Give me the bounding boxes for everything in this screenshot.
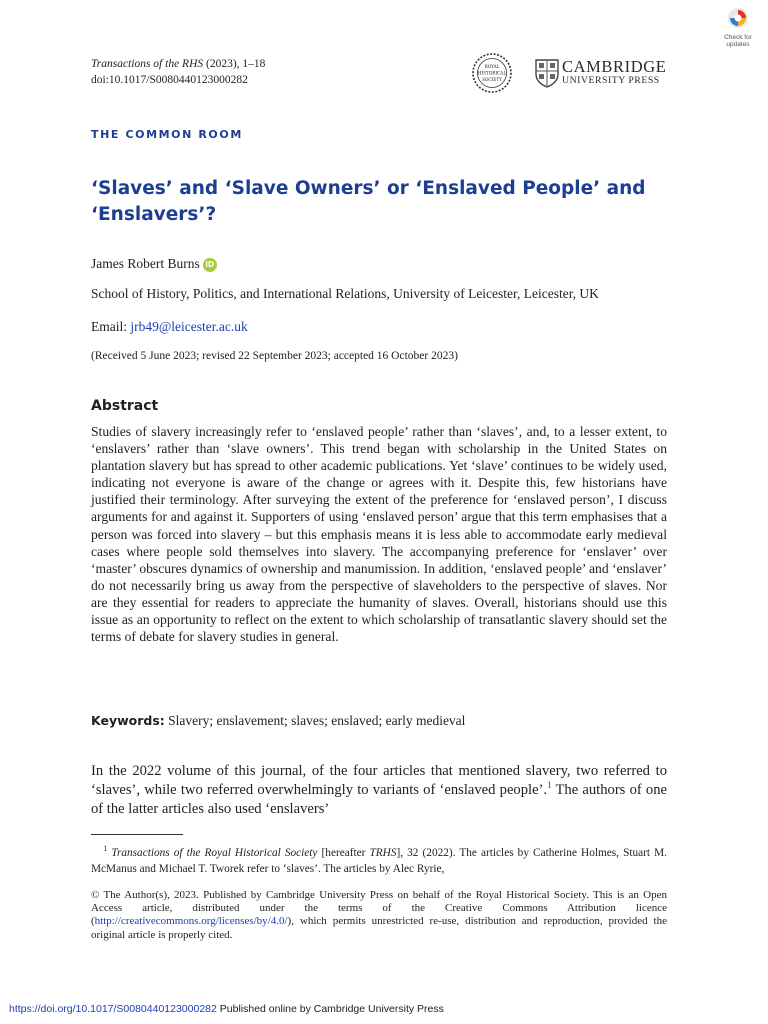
journal-name: Transactions of the RHS bbox=[91, 58, 204, 70]
abstract-text: Studies of slavery increasingly refer to ‘enslaved people’ rather than ‘slaves’, and, to a lesser extent, to ‘enslavers’ rather than ‘slave owners’. This trend began with scholarship in the United States on plantation slavery but has spread to other academic publications. Yet ‘slave’ continues to be widely used, indicating not everyone is aware of the change or agrees with it. Despite this, few historians have justified their terminology. After surveying the extent of the preference for ‘enslaved person’, I discuss arguments for and against it. Supporters of using ‘enslaved person’ argue that this term emphasises that a person was forced into slavery – but this emphasis means it is less able to accommodate early medieval cases where people sold themselves into slavery. The accompanying preference for ‘enslaver’ over ‘master’ obscures dynamics of ownership and manumission. In addition, ‘enslaved people’ and ‘enslaver’ do not necessarily bring us away from the perspective of slaveholders to the perspective of slaves. Nor are they essential for readers to appreciate the humanity of slaves. Overall, historians should use this issue as an opportunity to reflect on the extent to which scholarship of transatlantic slavery should set the terms of debate for slavery studies in general. bbox=[91, 424, 667, 645]
keywords-label: Keywords: bbox=[91, 713, 165, 728]
footnote-number: 1 bbox=[103, 844, 108, 853]
publisher-line2: UNIVERSITY PRESS bbox=[562, 75, 660, 86]
publisher-name bbox=[562, 58, 666, 87]
header-doi: doi:10.1017/S0080440123000282 bbox=[91, 74, 248, 86]
doi-link[interactable]: https://doi.org/10.1017/S0080440123000282 bbox=[9, 1003, 217, 1015]
check-updates-icon bbox=[727, 7, 749, 29]
cambridge-shield-icon bbox=[534, 58, 560, 88]
footnote-reference[interactable]: 1 bbox=[547, 780, 552, 791]
journal-citation bbox=[91, 56, 265, 88]
body-text-part2: The authors of one of the latter articles also used ‘enslavers’ bbox=[91, 782, 668, 817]
body-text-part1: In the 2022 volume of this journal, of the four articles that mentioned slavery, two referred to ‘slaves’, while two referred overwhelmingly to variants of ‘enslaved people’. bbox=[91, 763, 667, 798]
article-title: ‘Slaves’ and ‘Slave Owners’ or ‘Enslaved People’ and ‘Enslavers’? bbox=[91, 178, 646, 225]
author-name: James Robert Burns bbox=[91, 256, 200, 271]
footnote-mid: [hereafter bbox=[317, 846, 370, 859]
author-email bbox=[91, 319, 248, 335]
body-paragraph bbox=[91, 762, 667, 819]
email-label: Email: bbox=[91, 319, 131, 334]
email-link[interactable]: jrb49@leicester.ac.uk bbox=[130, 319, 248, 334]
published-online: Published online by Cambridge University Press bbox=[216, 1003, 444, 1015]
footnote-divider bbox=[91, 834, 183, 835]
journal-volume: (2023), 1–18 bbox=[203, 58, 266, 70]
copyright-notice bbox=[91, 889, 667, 942]
license-link[interactable]: http://creativecommons.org/licenses/by/4.0/ bbox=[94, 915, 288, 928]
keywords-values: Slavery; enslavement; slaves; enslaved; early medieval bbox=[164, 713, 466, 728]
footnote-abbr: TRHS bbox=[369, 846, 397, 859]
check-for-updates-button[interactable] bbox=[718, 7, 758, 48]
bottom-publication-line bbox=[9, 1003, 444, 1015]
section-label: THE COMMON ROOM bbox=[91, 128, 243, 141]
check-updates-label: Check for updates bbox=[724, 34, 752, 48]
copyright-post: ), which permits unrestricted re-use, distribution and reproduction, provided the original article is properly cited. bbox=[91, 915, 667, 941]
author-affiliation: School of History, Politics, and International Relations, University of Leicester, Leicester, UK bbox=[91, 286, 599, 301]
rhs-logo-line1: ROYAL bbox=[484, 64, 500, 69]
rhs-logo-line3: SOCIETY bbox=[482, 77, 502, 82]
footnote-journal: Transactions of the Royal Historical Society bbox=[111, 846, 318, 859]
abstract-heading: Abstract bbox=[91, 398, 159, 414]
royal-historical-society-logo bbox=[468, 51, 516, 95]
author-line bbox=[91, 256, 217, 272]
copyright-pre: © The Author(s), 2023. Published by Cambridge University Press on behalf of the Royal Historical Society. This is an Open Access article, distributed under the terms of the Creative Commons Attribution licence ( bbox=[91, 889, 667, 928]
footnote-text: ], 32 (2022). The articles by Catherine Holmes, Stuart M. McManus and Michael T. Tworek refer to ‘slaves’. The articles by Alec Ryrie, bbox=[91, 846, 668, 875]
publisher-line1: CAMBRIDGE bbox=[562, 57, 667, 76]
rhs-logo-line2: HISTORICAL bbox=[477, 70, 507, 76]
orcid-icon[interactable]: iD bbox=[203, 258, 217, 272]
keywords bbox=[91, 713, 465, 729]
footnote bbox=[91, 841, 667, 877]
received-dates: (Received 5 June 2023; revised 22 September 2023; accepted 16 October 2023) bbox=[91, 350, 458, 362]
